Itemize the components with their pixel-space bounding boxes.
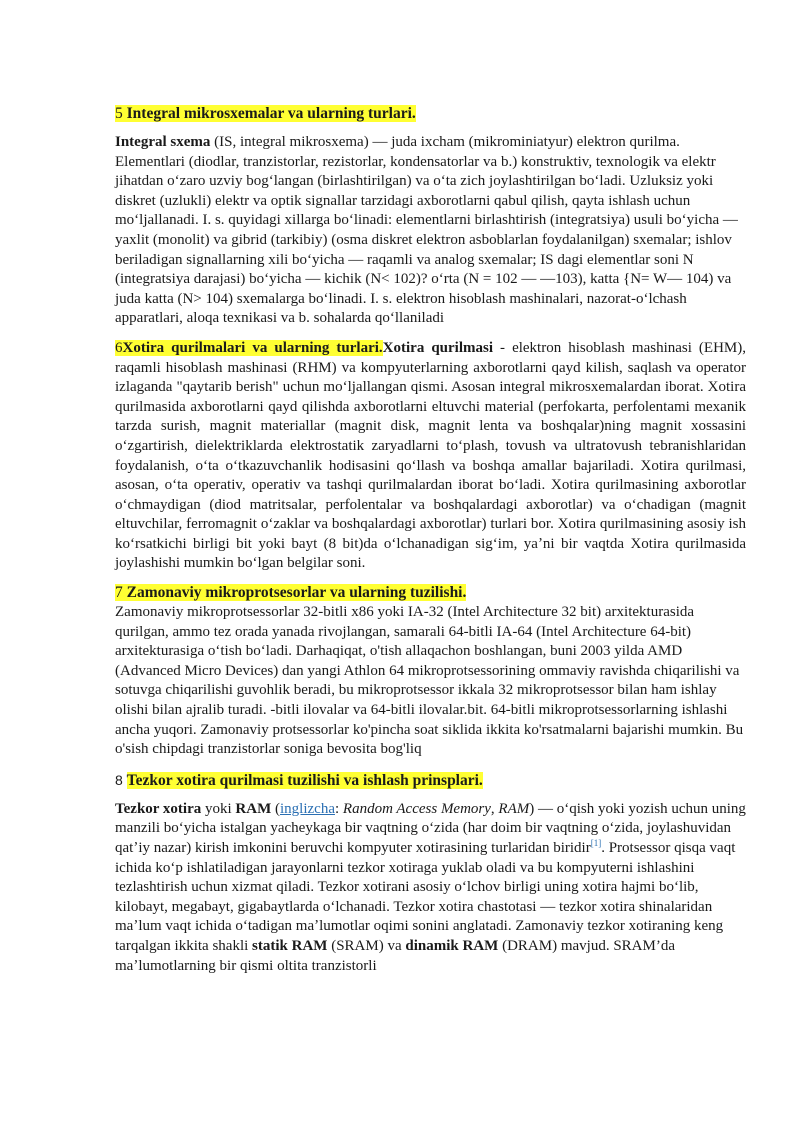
italic-term: Random Access Memory	[342, 800, 491, 817]
paragraph-text: ) — oʻqish yoki yozish uchun uning manzili boʻyicha istalgan yacheykaga bir vaqtning oʻzida (har doim bir vaqtning oʻzida, joylashuvidan qatʼiy nazar) kirish imkonini beruvchi kompyuter xotirasining turlaridan biridir	[115, 800, 746, 856]
paragraph-text: - elektron hisoblash mashinasi (EHM), raqamli hisoblash mashinasi (RHM) va kompyuterlarning axborotlarni qayd kilish, saqlash va operator izlaganda "qaytarib berish" uchun moʻljallangan qismi. Asosan integral mikrosxemalardan iborat. Xotira qurilmasida axborotlarni qayd qilishda axborotlarni eltuvchi material (perfokarta, perfolentami mexanik tarzda surish, magnit materiallar (magnit disk, magnit lenta va boshqalar)ning magnit xossasini oʻzgartirish, dielektriklarda elektrostatik zaryadlarni toʻplash, tovush va ultratovush tebranishlaridan foydalanish, oʻta oʻtkazuvchanlik hodisasini qoʻllash va boshqa amallar bajariladi. Xotira qurilmasi, asosan, oʻta operativ, operativ va tashqi qurilmalardan iborat boʻladi. Xotira qurilmasining axborotlar oʻchmaydigan (diod matritsalar, perfolentalar va boshqalardagi axborotlar) va oʻchadigan (magnit eltuvchilar, ferromagnit oʻzaklar va boshqalardagi axborotlar) turlari bor. Xotira qurilmasining asosiy ish koʻrsatkichi birligi bit yoki bayt (8 bit)da oʻlchanadigan sigʻim, yaʼni bir vaqtda Xotira qurilmasida joylashishi mumkin boʻlgan belgilar soni.	[115, 339, 747, 572]
section-title: Zamonaviy mikroprotsesorlar va ularning tuzilishi.	[126, 584, 467, 602]
term-ram: RAM	[235, 800, 272, 817]
section-8-heading	[115, 770, 746, 791]
section-title: Xotira qurilmalari va ularning turlari.	[122, 339, 383, 356]
section-number: 6	[115, 339, 123, 356]
section-title: Tezkor xotira qurilmasi tuzilishi va ishlash prinsplari.	[126, 771, 483, 789]
paragraph-text: (IS, integral mikrosxema) — juda ixcham (mikrominiatyur) elektron qurilma. Elementlari (diodlar, tranzistorlar, rezistorlar, kondensatorlar va b.) konstruktiv, texnologik va elektr jihatdan oʻzaro uzviy bogʻlangan (birlashtirilgan) va oʻta zich joylashtirilgan boʻladi. Uzluksiz yoki diskret (uzlukli) elektr va optik signallar tarzidagi axborotlarni qabul qilish, qayta ishlash uchun moʻljallanadi. I. s. quyidagi xillarga boʻlinadi: elementlarni birlashtirish (integratsiya) usuli boʻyicha — yaxlit (monolit) va gibrid (tarkibiy) (osma diskret elektron asboblarlan foydalanilgan) sxemalar; ishlov beriladigan signallarning xili boʻyicha — raqamli va analog sxemalar; IS dagi elementlar soni N (integratsiya darajasi) boʻyicha — kichik (N< 102)? oʻrta (N = 102 — —103), katta {N= W— 104) va juda katta (N> 104) sxemalarga boʻlinadi. I. s. elektron hisoblash mashinalari, nazorat-oʻlchash apparatlari, aloqa texnikasi va b. sohalarda qoʻllaniladi	[115, 134, 738, 327]
section-5-paragraph	[115, 133, 746, 329]
paragraph-text: (SRAM) va	[327, 937, 406, 954]
section-number: 8	[115, 771, 123, 788]
section-7-paragraph: Zamonaviy mikroprotsessorlar 32-bitli x86 yoki IA-32 (Intel Architecture 32 bit) arxitekturasida qurilgan, ammo tez orada yanada rivojlangan, samarali 64-bitli IA-64 (Intel Architecture 64-bit) arxitekturasiga oʻtish boʻladi. Darhaqiqat, o'tish allaqachon boshlangan, buni 2003 yilda AMD (Advanced Micro Devices) dan yangi Athlon 64 mikroprotsessorining ommaviy ravishda chiqarilishi va sotuvga chiqarilishi guvohlik beradi, bu mikroprotsessor ikkala 32 mikroprotsessor bilan ham ishlay olishi bilan ajralib turadi. -bitli ilovalar va 64-bitli ilovalar.bit. 64-bitli mikroprotsessorlarning ishlashi ancha yuqori. Zamonaviy protsessorlar ko'pincha soat siklida ikkita ko'rsatmalarni bajarishi mumkin. Bu o'sish chipdagi tranzistorlar soniga bevosita bog'liq	[115, 604, 744, 758]
section-title: Integral mikrosxemalar va ularning turlari.	[126, 105, 416, 122]
term-dinamik-ram: dinamik RAM	[405, 937, 499, 954]
term-xotira-qurilmasi: Xotira qurilmasi	[382, 339, 494, 356]
term-statik-ram: statik RAM	[252, 937, 328, 954]
section-6-paragraph	[115, 339, 746, 574]
paragraph-text: (	[271, 800, 280, 817]
paragraph-text: ,	[490, 800, 499, 817]
paragraph-text: . Protsessor qisqa vaqt ichida koʻp ishlatiladigan jarayonlarni tezkor xotiraga yuklab oladi va bu kompyuterni ishlashini tezlashtirish uchun xizmat qiladi. Tezkor xotirani asosiy oʻlchov birligi uning xotira hajmi boʻlib, kilobayt, megabayt, gigabaytlarda oʻlchanadi. Tezkor xotira chastotasi — tezkor xotira shinalaridan maʼlum vaqt ichida oʻtadigan maʼlumotlar oqimi sonini anglatadi. Zamonaviy tezkor xotiraning keng tarqalgan ikkita shakli	[115, 840, 736, 954]
section-8-paragraph	[115, 800, 746, 976]
section-5-heading	[115, 104, 746, 124]
section-7-heading	[115, 583, 746, 603]
section-number: 7	[115, 584, 123, 602]
section-number: 5	[115, 105, 123, 122]
footnote-link[interactable]: [1]	[590, 838, 602, 848]
term-integral-sxema: Integral sxema	[115, 134, 211, 150]
paragraph-text: yoki	[201, 800, 236, 817]
italic-ram: RAM	[498, 800, 530, 817]
inglizcha-link[interactable]: inglizcha	[280, 800, 335, 817]
paragraph-text: :	[334, 800, 343, 817]
term-tezkor-xotira: Tezkor xotira	[115, 800, 202, 817]
paragraph-text: (DRAM) mavjud. SRAM’da maʼlumotlarning bir qismi oltita tranzistorli	[115, 937, 675, 974]
